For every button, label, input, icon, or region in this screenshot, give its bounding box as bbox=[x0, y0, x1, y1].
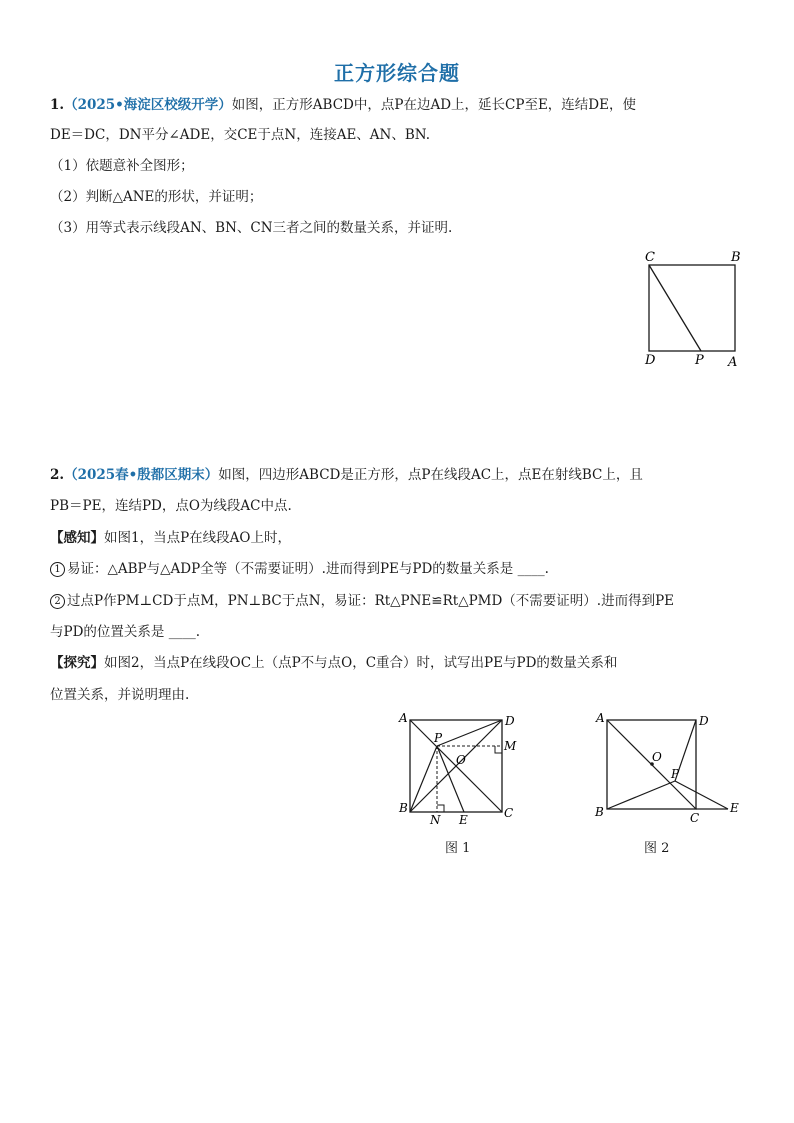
fig2-label-b: B bbox=[595, 805, 604, 819]
q2-figure-2 bbox=[592, 706, 752, 831]
fig1-label-n: N bbox=[430, 813, 441, 827]
fig2-segment-pe bbox=[675, 781, 728, 809]
fig2-label-a: A bbox=[596, 711, 605, 725]
q2-line1 bbox=[50, 466, 643, 484]
q1-part-3: （3）用等式表示线段AN、BN、CN三者之间的数量关系，并证明. bbox=[50, 220, 453, 236]
fig2-label-o: O bbox=[652, 750, 662, 764]
q2-figure-1 bbox=[394, 706, 524, 831]
q2-perceive-tag: 【感知】 bbox=[50, 530, 104, 546]
q2-stem-1: 如图，四边形ABCD是正方形，点P在线段AC上，点E在射线BC上，且 bbox=[218, 467, 643, 483]
fig2-label-e: E bbox=[730, 801, 739, 815]
fig1-label-d: D bbox=[505, 714, 515, 728]
q1-line1 bbox=[50, 96, 636, 114]
fig1-label-m: M bbox=[504, 739, 517, 753]
q1-label-b: B bbox=[731, 250, 741, 265]
fig2-label-p: P bbox=[671, 767, 680, 781]
fig1-right-angle-m bbox=[495, 746, 502, 753]
q2-item-1-text: 易证：△ABP与△ADP全等（不需要证明）.进而得到PE与PD的数量关系是 ____. bbox=[67, 561, 549, 577]
circled-number-2: 2 bbox=[50, 594, 65, 609]
q1-label-p: P bbox=[695, 353, 704, 368]
q2-explore-tag: 【探究】 bbox=[50, 655, 104, 671]
fig1-label-o: O bbox=[456, 753, 466, 767]
fig2-segment-bp bbox=[607, 781, 675, 809]
q1-label-a: A bbox=[728, 355, 738, 370]
q1-stem-1: 如图，正方形ABCD中，点P在边AD上，延长CP至E，连结DE，使 bbox=[231, 97, 636, 113]
q1-label-c: C bbox=[645, 250, 655, 265]
circled-number-1: 1 bbox=[50, 562, 65, 577]
fig1-label-e: E bbox=[459, 813, 468, 827]
q2-item-2-text: 过点P作PM⊥CD于点M，PN⊥BC于点N，易证：Rt△PNE≌Rt△PMD（不需要证明）.进而得到PE bbox=[67, 593, 675, 609]
q1-part-1: （1）依题意补全图形； bbox=[50, 158, 194, 174]
fig1-label-p: P bbox=[434, 731, 443, 745]
fig1-label-b: B bbox=[399, 801, 408, 815]
q2-explore bbox=[50, 654, 617, 672]
fig1-segment-pd bbox=[437, 720, 502, 746]
fig2-caption: 图 2 bbox=[644, 841, 670, 856]
fig1-label-a: A bbox=[399, 711, 408, 725]
q2-explore-text: 如图2，当点P在线段OC上（点P不与点O，C重合）时，试写出PE与PD的数量关系和 bbox=[104, 655, 618, 671]
q2-item-2 bbox=[50, 592, 674, 610]
page-title: 正方形综合题 bbox=[334, 61, 460, 85]
q1-label-d: D bbox=[645, 353, 656, 368]
q2-item-2-cont: 与PD的位置关系是 ____. bbox=[50, 624, 200, 640]
q2-perceive bbox=[50, 529, 291, 547]
q2-item-1 bbox=[50, 560, 549, 578]
fig1-label-c: C bbox=[504, 806, 514, 820]
q2-number: 2. bbox=[50, 467, 65, 483]
fig2-label-d: D bbox=[699, 714, 709, 728]
q2-explore-cont: 位置关系，并说明理由. bbox=[50, 687, 190, 703]
fig1-caption: 图 1 bbox=[445, 841, 471, 856]
q2-source: （2025春•殷都区期末） bbox=[64, 467, 219, 483]
q2-stem-2: PB＝PE，连结PD，点O为线段AC中点. bbox=[50, 498, 292, 514]
q2-perceive-text: 如图1，当点P在线段AO上时， bbox=[104, 530, 291, 546]
fig1-segment-pb bbox=[410, 746, 437, 812]
q1-stem-2: DE＝DC，DN平分∠ADE，交CE于点N，连接AE、AN、BN. bbox=[50, 127, 431, 143]
fig2-label-c: C bbox=[690, 811, 700, 825]
q1-source: （2025•海淀区校级开学） bbox=[64, 97, 232, 113]
q1-segment-cp bbox=[649, 265, 701, 351]
q1-figure bbox=[635, 245, 755, 375]
q1-square bbox=[649, 265, 735, 351]
q1-number: 1. bbox=[50, 97, 65, 113]
fig1-right-angle-n bbox=[437, 805, 444, 812]
q1-part-2: （2）判断△ANE的形状，并证明； bbox=[50, 189, 263, 205]
